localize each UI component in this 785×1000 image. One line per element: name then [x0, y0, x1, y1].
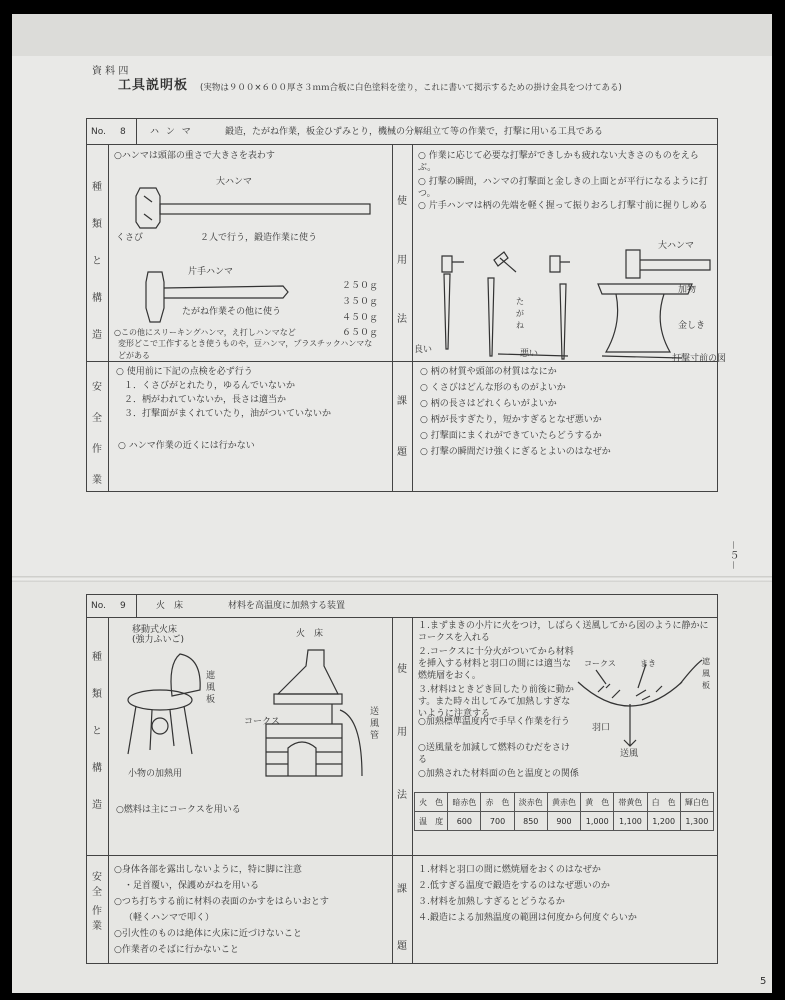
no-label: No. — [91, 127, 106, 137]
safety2-line-1: ○身体各部を露出しないように，特に脚に注意 — [114, 865, 302, 875]
page-title: 工具説明板 — [118, 78, 189, 93]
use-line-2: ○ 打撃の瞬間，ハンマの打撃面と金しきの上面とが平行になるように打つ。 — [418, 177, 708, 199]
fuel-note: ○燃料は主にコークスを用いる — [116, 805, 241, 815]
forge-drawing — [262, 648, 392, 780]
page-number: －５－ — [727, 540, 738, 570]
two-person-note: ２人で行う，鍛造作業に使う — [200, 233, 318, 243]
temp-cell: 1,200 — [647, 812, 680, 831]
safety2-line-6: ○作業者のそばに行かないこと — [114, 945, 239, 955]
color-cell: 淡赤色 — [514, 793, 547, 812]
shield-label: 遮風板 — [206, 671, 216, 705]
fire-diagram — [576, 660, 706, 750]
doc-label: 資 料 四 — [92, 66, 129, 77]
task-line-3: ○ 柄の長さはどれくらいがよいか — [420, 399, 557, 409]
temp-color-header: 火 色 — [415, 793, 448, 812]
section-task-label: 課 題 — [397, 396, 407, 458]
section-safety-label-2: 安 全 作 業 — [92, 872, 102, 932]
tool-name-2: 火 床 — [156, 601, 184, 611]
small-heat-label: 小物の加熱用 — [128, 769, 183, 779]
safety-line-1: ○ 使用前に下記の点検を必ず行う — [116, 367, 253, 377]
tagane-use-note: たがね作業その他に使う — [182, 307, 282, 317]
tagane-use-drawing — [428, 244, 578, 359]
color-cell: 赤 色 — [481, 793, 514, 812]
no-value: 8 — [120, 127, 126, 137]
fire-maki-label: まき — [640, 659, 656, 668]
section-safety-label: 安 全 作 業 — [92, 382, 102, 486]
safety2-line-4: （軽くハンマで叩く） — [124, 913, 215, 923]
task-line-6: ○ 打撃の瞬間だけ強くにぎるとよいのはなぜか — [420, 447, 611, 457]
portable-hearth-drawing — [124, 650, 214, 760]
kind-note-weight: ○ハンマは頭部の重さで大きさを表わす — [114, 151, 275, 161]
use-step-1: １.まずまきの小片に火をつけ，しばらく送風してから図のように静かにコークスを入れる — [418, 621, 709, 643]
corner-mark: 5 — [760, 976, 767, 987]
use-caption: 打撃寸前の図 — [672, 354, 727, 364]
task2-line-2: ２.低すぎる温度で鍛造をするのはなぜ悪いのか — [418, 881, 610, 891]
task-line-5: ○ 打撃面にまくれができていたらどうするか — [420, 431, 602, 441]
tool-description: 鍛造，たがね作業，板金ひずみとり，機械の分解組立て等の作業で，打撃に用いる工具である — [225, 127, 603, 137]
big-hammer-label: 大ハンマ — [216, 177, 253, 187]
use-step-3: ３.材料はときどき回したり前後に動かす。また時々出してみて加熱しすぎないように注意する — [418, 685, 574, 719]
safety-line-3: ２．柄がわれていないか，長さは適当か — [124, 395, 287, 405]
anvil-drawing — [592, 240, 712, 365]
use-step-4: ○加熱標準温度内で手早く作業を行う — [418, 717, 570, 727]
hand-hammer-drawing — [138, 268, 298, 328]
kusabi-label: くさび — [116, 233, 144, 243]
use-step-6: ○加熱された材料面の色と温度との関係 — [418, 769, 579, 779]
temp-value-header: 温 度 — [415, 812, 448, 831]
use-line-1: ○ 作業に応じて必要な打撃ができしかも疲れない大きさのものをえらぶ。 — [418, 151, 699, 173]
no-label-2: No. — [91, 601, 106, 611]
fire-coke-label: コークス — [584, 659, 616, 668]
use-step-5: ○送風量を加減して燃料のむだをさける — [418, 743, 570, 765]
section-use-label: 使 用 法 — [397, 196, 407, 325]
tool-name: ハ ン マ — [150, 127, 193, 137]
safety-line-5: ○ ハンマ作業の近くには行かない — [118, 441, 255, 451]
safety2-line-2: ・足首覆い，保護めがねを用いる — [124, 881, 260, 891]
use-line-3: ○ 片手ハンマは柄の先端を軽く握って振りおろし打撃寸前に握りしめる — [418, 201, 708, 211]
temperature-table — [414, 792, 714, 831]
task-line-2: ○ くさびはどんな形のものがよいか — [420, 383, 566, 393]
safety-line-4: ３．打撃面がまくれていたり，油がついていないか — [124, 409, 332, 419]
section-task-label-2: 課 題 — [397, 884, 407, 952]
use-bad-label: 悪い — [520, 349, 539, 359]
pipe-label: 送風管 — [370, 707, 380, 741]
weight-350: ３５０ｇ — [342, 297, 379, 307]
big-hammer-drawing — [130, 186, 380, 246]
section-kind-label-2: 種 類 と 構 造 — [92, 652, 102, 811]
section-use-label-2: 使 用 法 — [397, 664, 407, 801]
color-cell: 帯黄色 — [614, 793, 647, 812]
safety-line-2: １．くさびがとれたり，ゆるんでいないか — [124, 381, 296, 391]
coke-label: コークス — [244, 717, 280, 727]
kind-note-other-2: 変形どこで工作するとき使うものや，豆ハンマ，プラスチックハンマなどがある — [118, 339, 373, 360]
use-good-label: 良い — [414, 345, 433, 355]
temp-cell: 1,000 — [581, 812, 614, 831]
use-work-label: 加物 — [678, 285, 697, 295]
tool-description-2: 材料を高温度に加熱する装置 — [228, 601, 346, 611]
page-fold — [12, 576, 772, 582]
color-cell: 白 色 — [647, 793, 680, 812]
temp-cell: 700 — [481, 812, 514, 831]
use-anvil-label: 金しき — [678, 321, 706, 331]
section-kind-label: 種 類 と 構 造 — [92, 182, 102, 341]
temp-cell: 850 — [514, 812, 547, 831]
temp-cell: 900 — [547, 812, 580, 831]
temp-cell: 1,100 — [614, 812, 647, 831]
task2-line-4: ４.鍛造による加熱温度の範囲は何度から何度ぐらいか — [418, 913, 637, 923]
task2-line-3: ３.材料を加熱しすぎるとどうなるか — [418, 897, 565, 907]
task2-line-1: １.材料と羽口の間に燃焼層をおくのはなぜか — [418, 865, 601, 875]
weight-250: ２５０ｇ — [342, 281, 379, 291]
no-value-2: 9 — [120, 601, 126, 611]
top-paper-strip — [12, 14, 772, 56]
hand-hammer-label: 片手ハンマ — [188, 267, 234, 277]
task-line-1: ○ 柄の材質や頭部の材質はなにか — [420, 367, 557, 377]
page-subtitle: (実物は９００×６００厚さ３ｍｍ合板に白色塗料を塗り，これに書いて掲示するための掛け金具をつけてある) — [200, 83, 622, 93]
use-big-hammer-label: 大ハンマ — [658, 241, 695, 251]
use-step-2: ２.コークスに十分火がついてから材料を挿入する材料と羽口の間には適当な燃焼層をおく。 — [418, 647, 574, 681]
task-line-4: ○ 柄が長すぎたり，短かすぎるとなぜ悪いか — [420, 415, 602, 425]
color-cell: 暗赤色 — [448, 793, 481, 812]
color-cell: 黄 色 — [581, 793, 614, 812]
weight-650: ６５０ｇ — [342, 328, 379, 338]
safety2-line-3: ○つち打ちする前に材料の表面のかすをはらいおとす — [114, 897, 329, 907]
temp-cell: 1,300 — [680, 812, 713, 831]
hearth-label: 火 床 — [296, 629, 324, 639]
color-cell: 輝白色 — [680, 793, 713, 812]
portable-hearth-sub: (強力ふいご) — [132, 635, 185, 645]
kind-note-other: ○この他にスリーキングハンマ，え打しハンマなど — [114, 328, 296, 337]
safety2-line-5: ○引火性のものは絶体に火床に近づけないこと — [114, 929, 302, 939]
temp-cell: 600 — [448, 812, 481, 831]
fire-tuyere-label: 羽口 — [592, 723, 611, 733]
color-cell: 黄赤色 — [547, 793, 580, 812]
weight-450: ４５０ｇ — [342, 313, 379, 323]
use-tagane-label: たがね — [516, 297, 524, 330]
portable-hearth-label: 移動式火床 — [132, 625, 178, 635]
fire-shield-label: 遮風板 — [702, 657, 710, 690]
fire-wind-label: 送風 — [620, 749, 639, 759]
